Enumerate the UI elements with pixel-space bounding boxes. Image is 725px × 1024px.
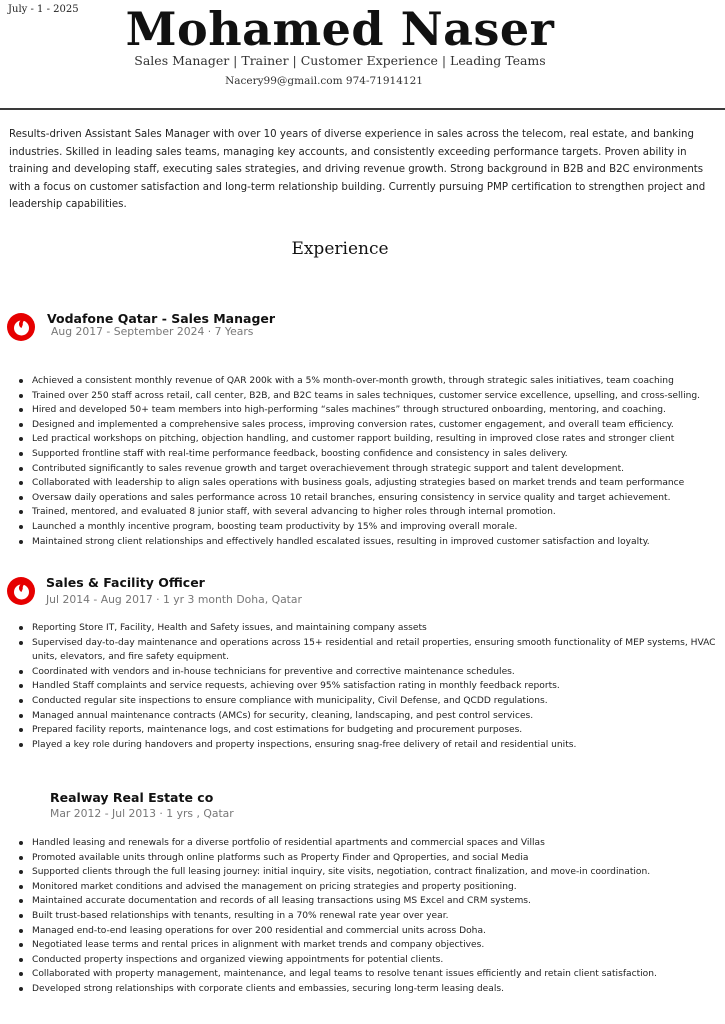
list-item: Achieved a consistent monthly revenue of QAR 200k with a 5% month-over-month growth, through strategic sales initiatives, team coaching [15, 374, 700, 389]
job-bullets-facility [15, 621, 721, 752]
list-item: Played a key role during handovers and property inspections, ensuring snag-free delivery of retail and residential units. [15, 738, 721, 753]
vodafone-logo-icon [6, 312, 36, 342]
list-item: Managed end-to-end leasing operations for over 200 residential and commercial units across Doha. [15, 924, 657, 939]
list-item: Promoted available units through online platforms such as Property Finder and Qproperties, and social Media [15, 851, 657, 866]
list-item: Managed annual maintenance contracts (AMCs) for security, cleaning, landscaping, and pest control services. [15, 709, 721, 724]
list-item: Launched a monthly incentive program, boosting team productivity by 15% and improving overall morale. [15, 520, 700, 535]
candidate-name: Mohamed Naser [125, 2, 555, 56]
job-meta-facility: Jul 2014 - Aug 2017 · 1 yr 3 month Doha, Qatar [46, 593, 302, 606]
list-item: Collaborated with leadership to align sales operations with business goals, adjusting strategies based on market trends and team performance [15, 476, 700, 491]
list-item: Led practical workshops on pitching, objection handling, and customer rapport building, resulting in improved close rates and stronger client [15, 432, 700, 447]
job-title-facility: Sales & Facility Officer [46, 575, 205, 590]
list-item: Designed and implemented a comprehensive sales process, improving conversion rates, customer engagement, and overall team efficiency. [15, 418, 700, 433]
list-item: Conducted property inspections and organized viewing appointments for potential clients. [15, 953, 657, 968]
list-item: Prepared facility reports, maintenance logs, and cost estimations for budgeting and procurement purposes. [15, 723, 721, 738]
list-item: Maintained accurate documentation and records of all leasing transactions using MS Excel and CRM systems. [15, 894, 657, 909]
job-title-realway: Realway Real Estate co [50, 790, 214, 805]
list-item: Handled leasing and renewals for a diverse portfolio of residential apartments and commercial spaces and Villas [15, 836, 657, 851]
list-item: Contributed significantly to sales revenue growth and target overachievement through strategic support and talent development. [15, 462, 700, 477]
candidate-tagline: Sales Manager | Trainer | Customer Experience | Leading Teams [134, 53, 546, 68]
list-item: Conducted regular site inspections to ensure compliance with municipality, Civil Defense, and QCDD regulations. [15, 694, 721, 709]
professional-summary: Results-driven Assistant Sales Manager with over 10 years of diverse experience in sales across the telecom, real estate, and banking industries. Skilled in leading sales teams, managing key accounts, and consistently exceeding performance targets. Proven ability in training and developing staff, executing sales strategies, and driving revenue growth. Strong background in B2B and B2C environments with a focus on customer satisfaction and long-term relationship building. Currently pursuing PMP certification to strengthen project and leadership capabilities. [9, 129, 706, 211]
vodafone-logo-icon [6, 576, 36, 606]
list-item: Hired and developed 50+ team members into high-performing “sales machines” through structured onboarding, mentoring, and coaching. [15, 403, 700, 418]
job-meta-realway: Mar 2012 - Jul 2013 · 1 yrs , Qatar [50, 807, 234, 820]
job-bullets-vodafone [15, 374, 700, 549]
list-item: Developed strong relationships with corporate clients and embassies, securing long-term leasing deals. [15, 982, 657, 997]
list-item: Monitored market conditions and advised the management on pricing strategies and property positioning. [15, 880, 657, 895]
header-divider [0, 108, 725, 110]
list-item: Built trust-based relationships with tenants, resulting in a 70% renewal rate year over year. [15, 909, 657, 924]
list-item: Supported clients through the full leasing journey: initial inquiry, site visits, negotiation, contract finalization, and move-in coordination. [15, 865, 657, 880]
job-title-vodafone: Vodafone Qatar - Sales Manager [47, 311, 276, 326]
list-item: Trained, mentored, and evaluated 8 junior staff, with several advancing to higher roles through internal promotion. [15, 505, 700, 520]
job-bullets-realway [15, 836, 657, 997]
list-item: Maintained strong client relationships and effectively handled escalated issues, resulting in improved customer satisfaction and loyalty. [15, 535, 700, 550]
list-item: Oversaw daily operations and sales performance across 10 retail branches, ensuring consistency in service quality and target achievement. [15, 491, 700, 506]
list-item: Supervised day-to-day maintenance and operations across 15+ residential and retail properties, ensuring smooth functionality of MEP systems, HVAC units, elevators, and fire safety equipment. [15, 636, 721, 665]
list-item: Negotiated lease terms and rental prices in alignment with market trends and company objectives. [15, 938, 657, 953]
list-item: Coordinated with vendors and in-house technicians for preventive and corrective maintenance schedules. [15, 665, 721, 680]
experience-heading: Experience [291, 239, 389, 259]
list-item: Collaborated with property management, maintenance, and legal teams to resolve tenant issues efficiently and retain client satisfaction. [15, 967, 657, 982]
job-meta-vodafone: Aug 2017 - September 2024 · 7 Years [51, 325, 254, 338]
list-item: Trained over 250 staff across retail, call center, B2B, and B2C teams in sales techniques, customer service excellence, upselling, and cross-selling. [15, 389, 700, 404]
contact-info: Nacery99@gmail.com 974-71914121 [225, 75, 423, 87]
list-item: Reporting Store IT, Facility, Health and Safety issues, and maintaining company assets [15, 621, 721, 636]
document-date: July - 1 - 2025 [8, 4, 79, 15]
list-item: Handled Staff complaints and service requests, achieving over 95% satisfaction rating in monthly feedback reports. [15, 679, 721, 694]
list-item: Supported frontline staff with real-time performance feedback, boosting confidence and consistency in sales delivery. [15, 447, 700, 462]
